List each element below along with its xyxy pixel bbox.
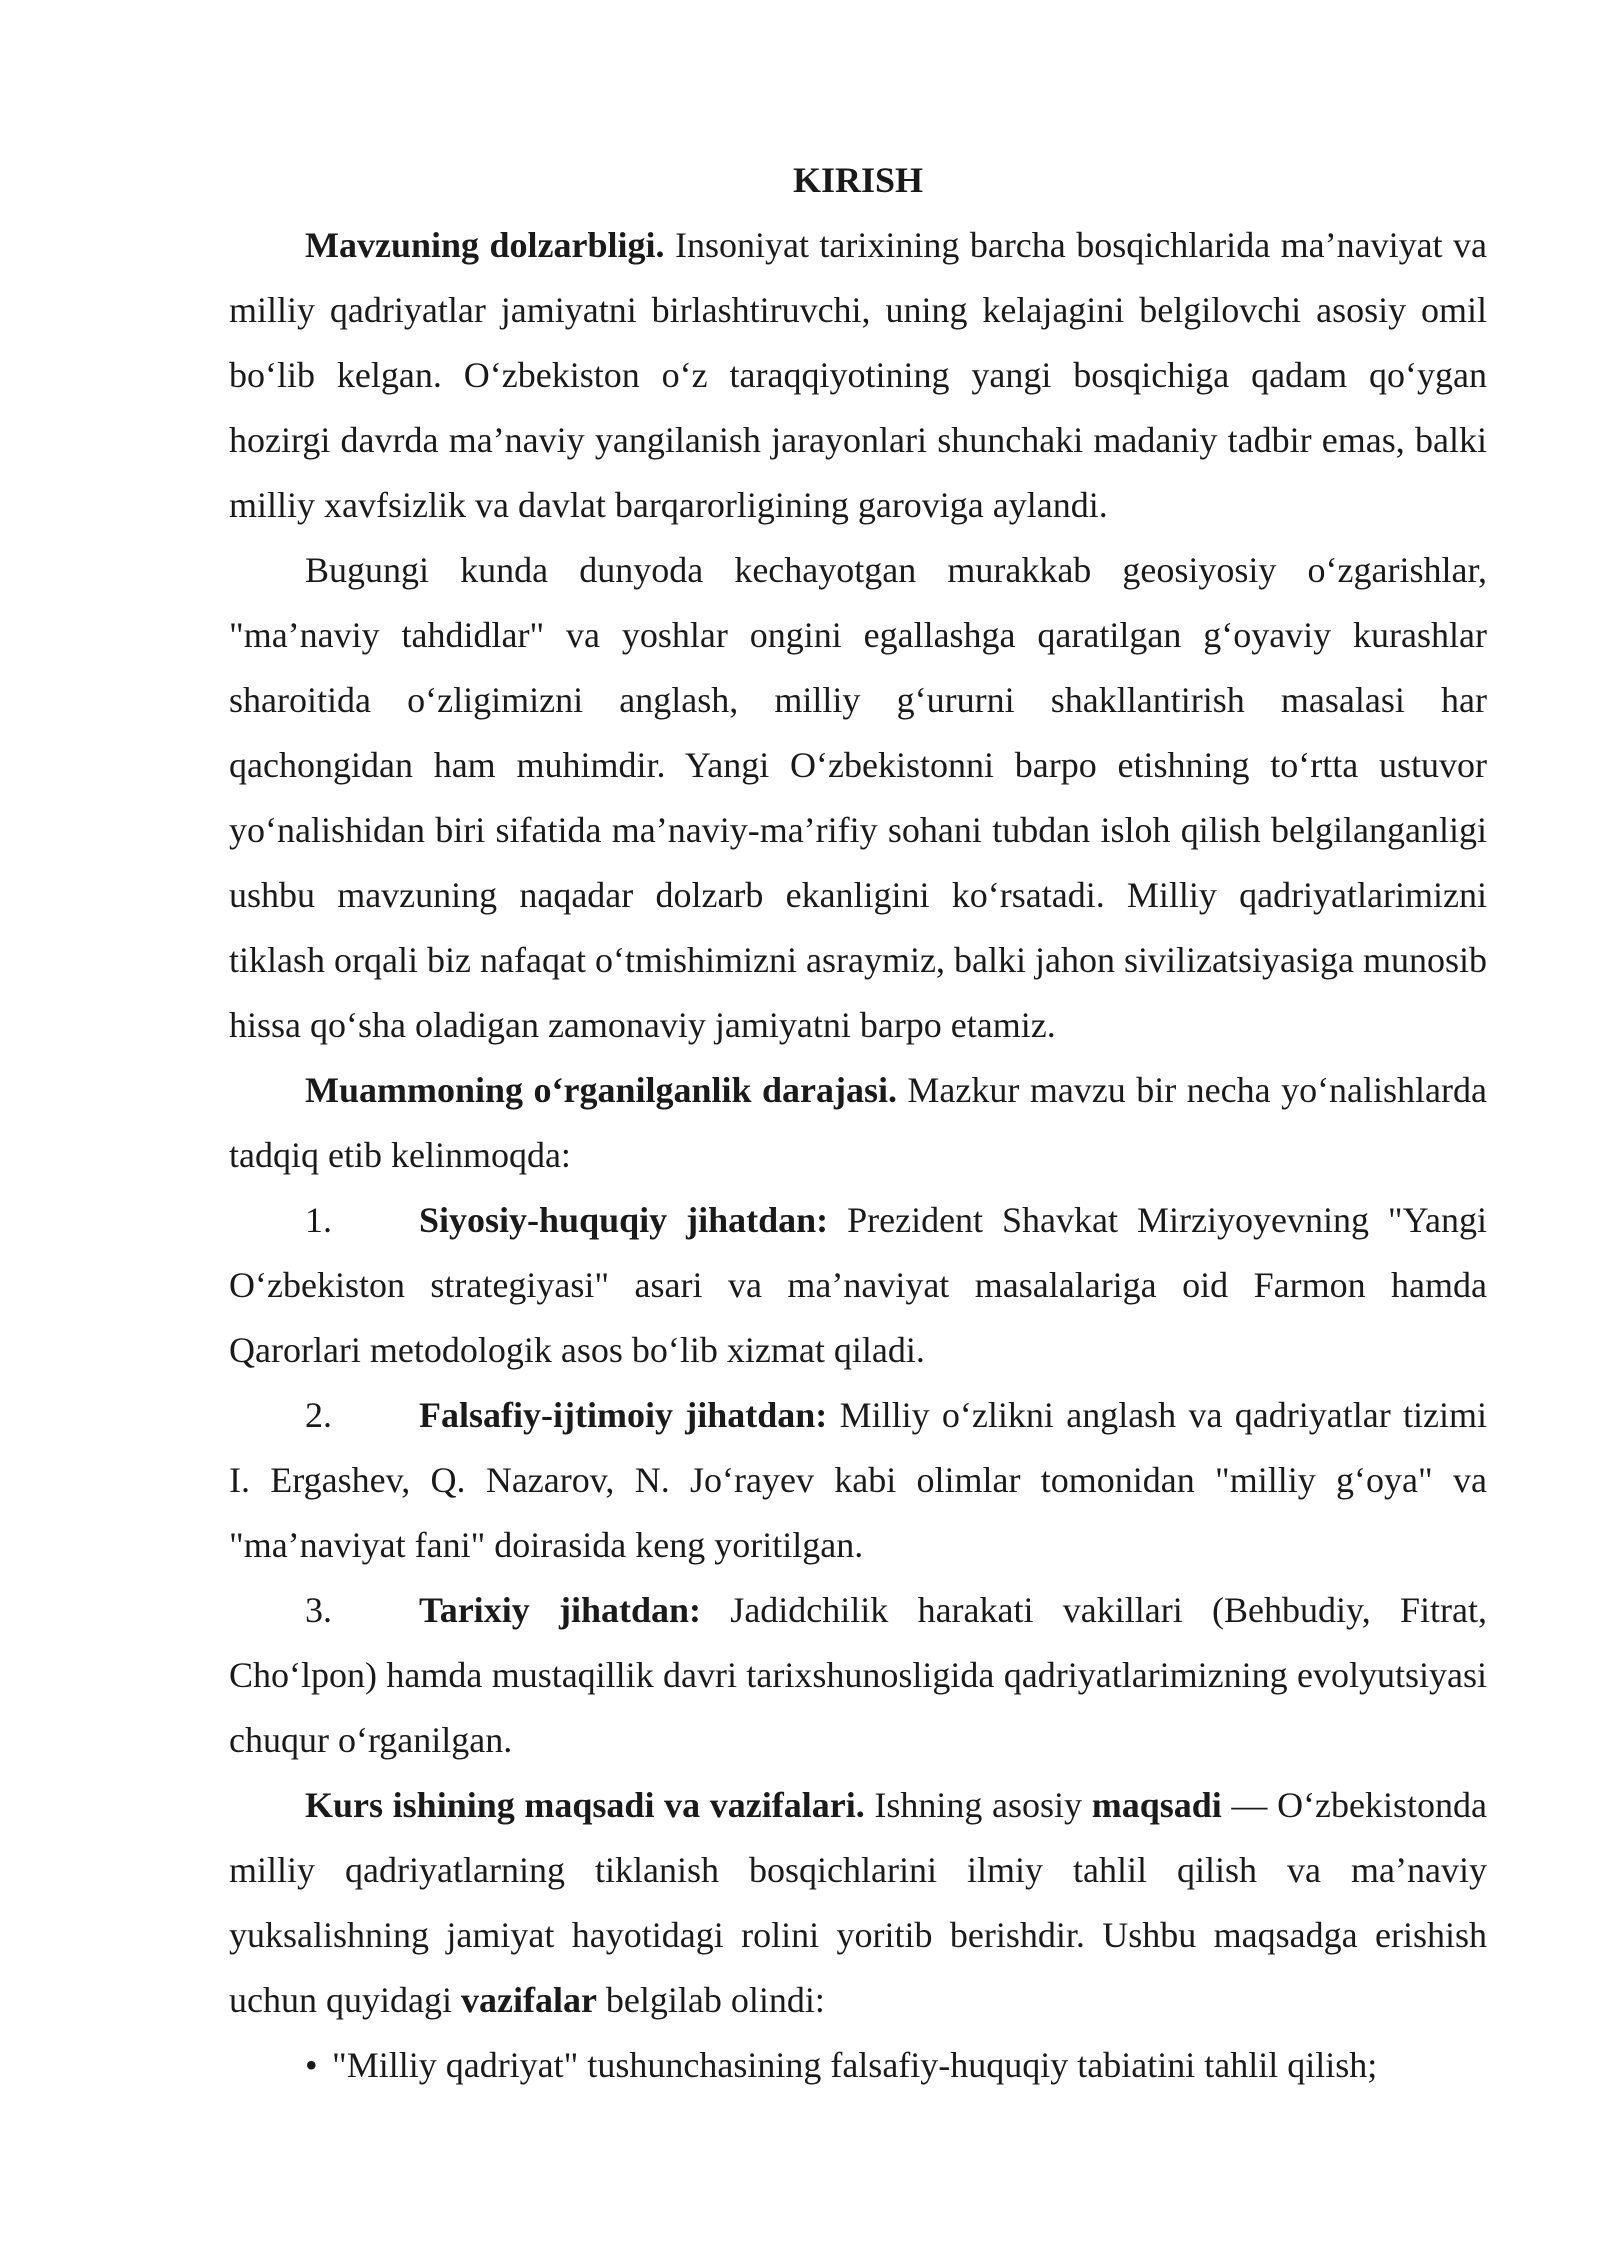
list-item-lead: Tarixiy jihatdan:: [419, 1590, 702, 1630]
paragraph-text: belgilab olindi:: [596, 1980, 825, 2020]
paragraph-text: — O‘zbekistonda milliy qadriyatlarning tiklanish bosqichlarini ilmiy tahlil qilish va ma’naviy yuksalishning jamiyat hayotidagi rolini yoritib berishdir. Ushbu maqsadga erishish uchun quyidagi: [229, 1785, 1488, 2020]
paragraph-lead: Mavzuning dolzarbligi.: [305, 225, 665, 265]
paragraph-context: [229, 538, 1487, 1058]
bullet-marker: •: [305, 2045, 318, 2085]
list-item-text: Jadidchilik harakati vakillari (Behbudiy, Fitrat, Cho‘lpon) hamda mustaqillik davri tarixshunosligida qadriyatlarimizning evolyutsiyasi chuqur o‘rganilgan.: [229, 1590, 1487, 1760]
document-page: [229, 148, 1487, 2098]
paragraph-text: Mazkur mavzu bir necha yo‘nalishlarda tadqiq etib kelinmoqda:: [229, 1070, 1487, 1175]
list-item: [229, 1578, 1487, 1773]
paragraph-text: Bugungi kunda dunyoda kechayotgan murakkab geosiyosiy o‘zgarishlar, "ma’naviy tahdidlar" va yoshlar ongini egallashga qaratilgan g‘oyaviy kurashlar sharoitida o‘zligimizni anglash, milliy g‘ururni shakllantirish masalasi har qachongidan ham muhimdir. Yangi O‘zbekistonni barpo etishning to‘rtta ustuvor yo‘nalishidan biri sifatida ma’naviy-ma’rifiy sohani tubdan isloh qilish belgilanganligi ushbu mavzuning naqadar dolzarb ekanligini ko‘rsatadi. Milliy qadriyatlarimizni tiklash orqali biz nafaqat o‘tmishimizni asraymiz, balki jahon sivilizatsiyasiga munosib hissa qo‘sha oladigan zamonaviy jamiyatni barpo etamiz.: [229, 550, 1487, 1045]
paragraph-lead: Kurs ishining maqsadi va vazifalari.: [305, 1785, 865, 1825]
emphasis-tasks: vazifalar: [460, 1980, 597, 2020]
list-item: [229, 1188, 1487, 1383]
list-number: 3.: [305, 1590, 332, 1630]
list-item-text: Prezident Shavkat Mirziyoyevning "Yangi O‘zbekiston strategiyasi" asari va ma’naviyat masalalariga oid Farmon hamda Qarorlari metodologik asos bo‘lib xizmat qiladi.: [229, 1200, 1487, 1370]
list-item-text: Milliy o‘zlikni anglash va qadriyatlar tizimi I. Ergashev, Q. Nazarov, N. Jo‘rayev kabi olimlar tomonidan "milliy g‘oya" va "ma’naviyat fani" doirasida keng yoritilgan.: [229, 1395, 1488, 1565]
bullet-text: "Milliy qadriyat" tushunchasining falsafiy-huquqiy tabiatini tahlil qilish;: [323, 2045, 1378, 2085]
list-item: [229, 1383, 1487, 1578]
bullet-item: [229, 2033, 1487, 2098]
paragraph-lead: Muammoning o‘rganilganlik darajasi.: [305, 1070, 897, 1110]
list-item-lead: Siyosiy-huquqiy jihatdan:: [419, 1200, 829, 1240]
paragraph-text: Ishning asosiy: [864, 1785, 1092, 1825]
list-number: 1.: [305, 1200, 332, 1240]
paragraph-text: Insoniyat tarixining barcha bosqichlarida ma’naviyat va milliy qadriyatlar jamiyatni birlashtiruvchi, uning kelajagini belgilovchi asosiy omil bo‘lib kelgan. O‘zbekiston o‘z taraqqiyotining yangi bosqichiga qadam qo‘ygan hozirgi davrda ma’naviy yangilanish jarayonlari shunchaki madaniy tadbir emas, balki milliy xavfsizlik va davlat barqarorligining garoviga aylandi.: [229, 225, 1487, 525]
emphasis-goal: maqsadi: [1091, 1785, 1222, 1825]
list-number: 2.: [305, 1395, 332, 1435]
section-title: KIRISH: [792, 160, 924, 200]
list-item-lead: Falsafiy-ijtimoiy jihatdan:: [419, 1395, 828, 1435]
paragraph-goals: [229, 1773, 1487, 2033]
paragraph-research-degree: [229, 1058, 1487, 1188]
paragraph-relevance: [229, 213, 1487, 538]
